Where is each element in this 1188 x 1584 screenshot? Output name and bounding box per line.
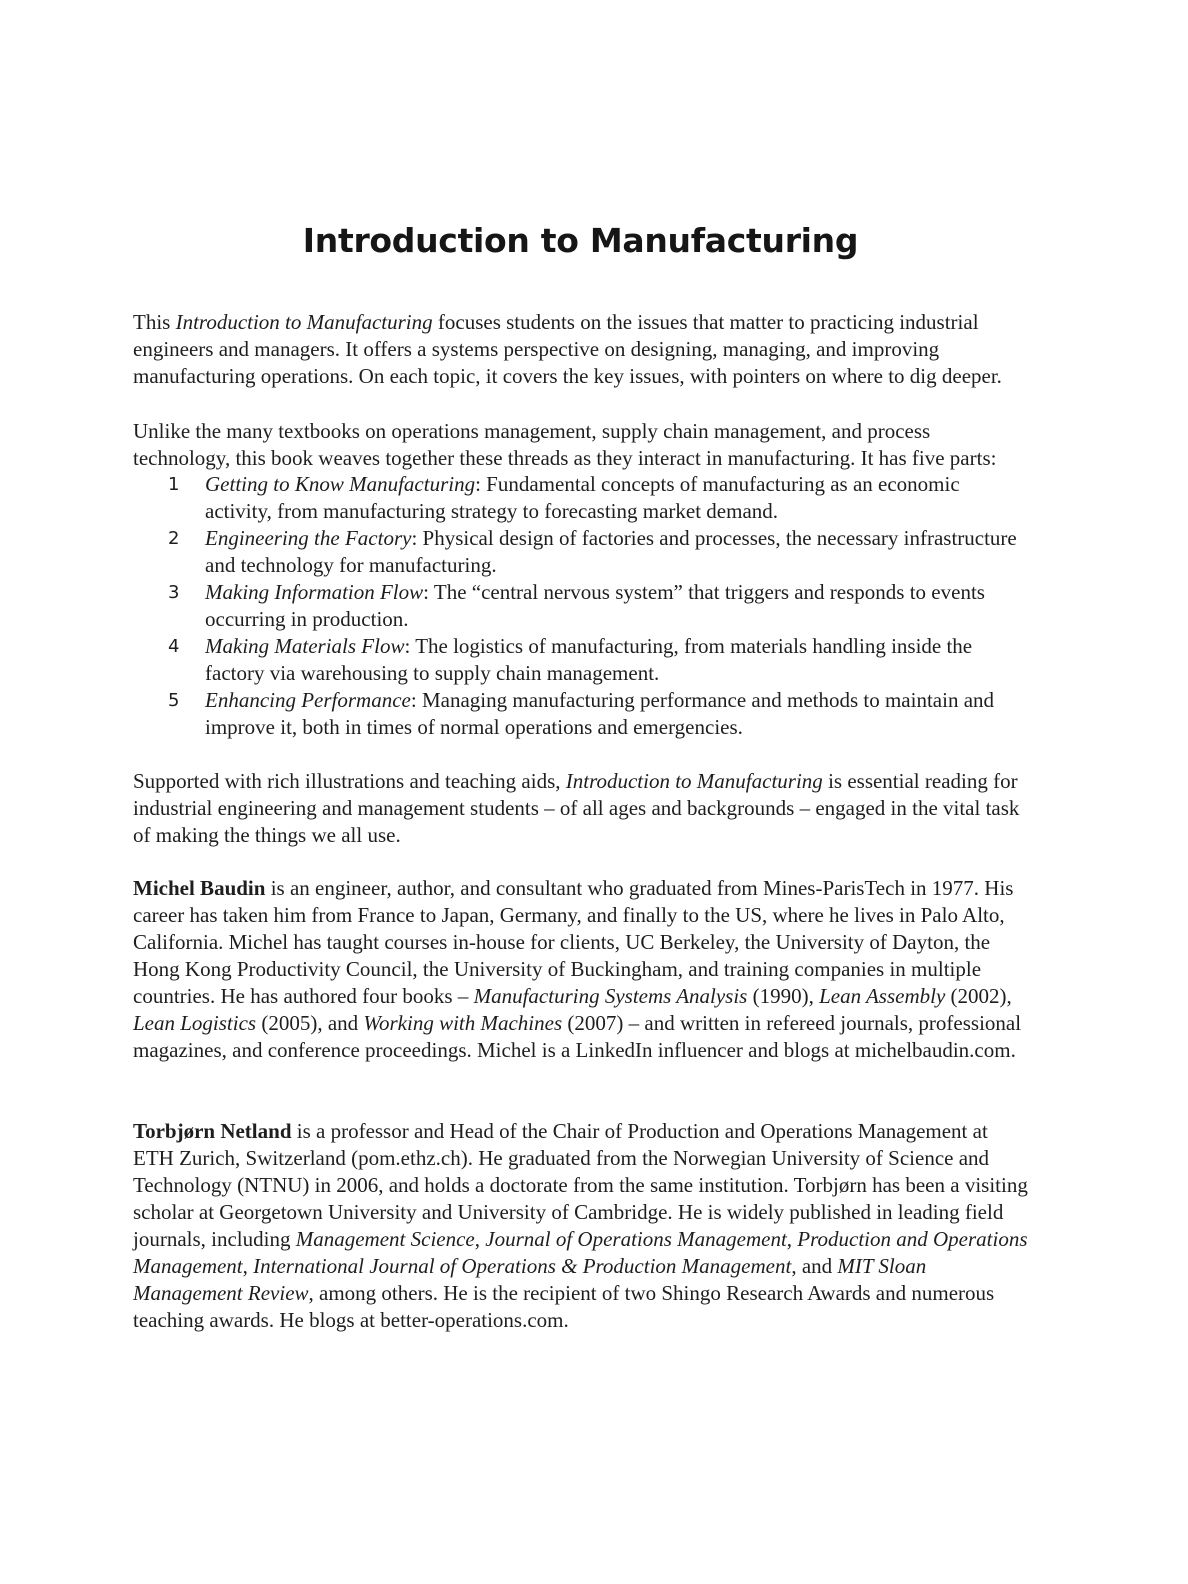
part-description: : The “central nervous system” that triggers and responds to events occurring in production. bbox=[205, 580, 985, 631]
bio-text: (2007) – and written in refereed journals, professional magazines, and conference proceedings. Michel is a LinkedIn influencer and blogs at michelbaudin.com. bbox=[133, 1011, 1022, 1062]
intro-text-end: focuses students on the issues that matter to practicing industrial engineers and managers. It offers a systems perspective on designing, managing, and improving manufacturing operations. On each topic, it covers the key issues, with pointers on where to dig deeper. bbox=[133, 310, 1002, 388]
part-name: Engineering the Factory bbox=[205, 526, 412, 550]
part-number: 2 bbox=[168, 528, 180, 549]
page-title: Introduction to Manufacturing bbox=[302, 221, 859, 260]
part-description: : The logistics of manufacturing, from materials handling inside the factory via warehousing to supply chain management. bbox=[205, 634, 973, 685]
book-title: Manufacturing Systems Analysis bbox=[473, 984, 748, 1008]
bio-text: , bbox=[786, 1227, 798, 1251]
bio-text: , bbox=[474, 1227, 486, 1251]
part-description: : Physical design of factories and processes, the necessary infrastructure and technology for manufacturing. bbox=[205, 526, 1017, 577]
book-title: Lean Logistics bbox=[133, 1011, 257, 1035]
bio-text: , and bbox=[791, 1254, 838, 1278]
journal-title: Production and Operations Management bbox=[133, 1227, 1028, 1278]
journal-title: Management Science bbox=[295, 1227, 475, 1251]
part-description: : Fundamental concepts of manufacturing as an economic activity, from manufacturing strategy to forecasting market demand. bbox=[205, 472, 960, 523]
list-item bbox=[133, 471, 1028, 525]
bio-text: is a professor and Head of the Chair of Production and Operations Management at ETH Zurich, Switzerland (pom.ethz.ch). He graduated from the Norwegian University of Science and Technology (NTNU) in 2006, and holds a doctorate from the same institution. Torbjørn has been a visiting scholar at Georgetown University and University of Cambridge. He is widely published in leading field journals, including bbox=[133, 1119, 1028, 1251]
supported-text-end: is essential reading for industrial engineering and management students – of all ages and backgrounds – engaged in the vital task of making the things we all use. bbox=[133, 769, 1020, 847]
part-number: 1 bbox=[168, 474, 180, 495]
author-name: Michel Baudin bbox=[133, 876, 266, 900]
part-name: Making Information Flow bbox=[205, 580, 424, 604]
bio-text: is an engineer, author, and consultant who graduated from Mines-ParisTech in 1977. His career has taken him from France to Japan, Germany, and finally to the US, where he lives in Palo Alto, California. Michel has taught courses in-house for clients, UC Berkeley, the University of Dayton, the Hong Kong Productivity Council, the University of Buckingham, and training companies in multiple countries. He has authored four books – bbox=[133, 876, 1014, 1008]
book-title-italic: Introduction to Manufacturing bbox=[175, 310, 433, 334]
bio-text: , among others. He is the recipient of two Shingo Research Awards and numerous teaching awards. He blogs at better-operations.com. bbox=[133, 1281, 995, 1332]
journal-title: MIT Sloan Management Review bbox=[133, 1254, 927, 1305]
list-item bbox=[133, 525, 1028, 579]
author-name: Torbjørn Netland bbox=[133, 1119, 292, 1143]
parts-list bbox=[133, 471, 1028, 741]
supported-paragraph bbox=[133, 768, 1028, 849]
journal-title: Journal of Operations Management bbox=[485, 1227, 787, 1251]
part-name: Getting to Know Manufacturing bbox=[205, 472, 476, 496]
supported-text-start: Supported with rich illustrations and teaching aids, bbox=[133, 769, 566, 793]
author-bio-baudin bbox=[133, 875, 1028, 1064]
bio-text: (2005), and bbox=[256, 1011, 364, 1035]
book-title: Working with Machines bbox=[363, 1011, 563, 1035]
part-number: 4 bbox=[168, 636, 180, 657]
part-number: 3 bbox=[168, 582, 180, 603]
list-item bbox=[133, 579, 1028, 633]
list-item bbox=[133, 687, 1028, 741]
book-title: Lean Assembly bbox=[819, 984, 946, 1008]
bio-text: (1990), bbox=[747, 984, 820, 1008]
bio-text: , bbox=[242, 1254, 254, 1278]
list-item bbox=[133, 633, 1028, 687]
part-name: Making Materials Flow bbox=[205, 634, 405, 658]
intro-text-start: This bbox=[133, 310, 176, 334]
author-bio-netland bbox=[133, 1118, 1028, 1334]
bio-text: (2002), bbox=[945, 984, 1012, 1008]
intro-paragraph bbox=[133, 309, 1028, 390]
part-name: Enhancing Performance bbox=[205, 688, 411, 712]
journal-title: International Journal of Operations & Production Management bbox=[253, 1254, 792, 1278]
book-title-italic: Introduction to Manufacturing bbox=[565, 769, 823, 793]
parts-intro-paragraph: Unlike the many textbooks on operations management, supply chain management, and process technology, this book weaves together these threads as they interact in manufacturing. It has five parts: bbox=[133, 419, 997, 470]
part-number: 5 bbox=[168, 690, 180, 711]
part-description: : Managing manufacturing performance and methods to maintain and improve it, both in times of normal operations and emergencies. bbox=[205, 688, 995, 739]
